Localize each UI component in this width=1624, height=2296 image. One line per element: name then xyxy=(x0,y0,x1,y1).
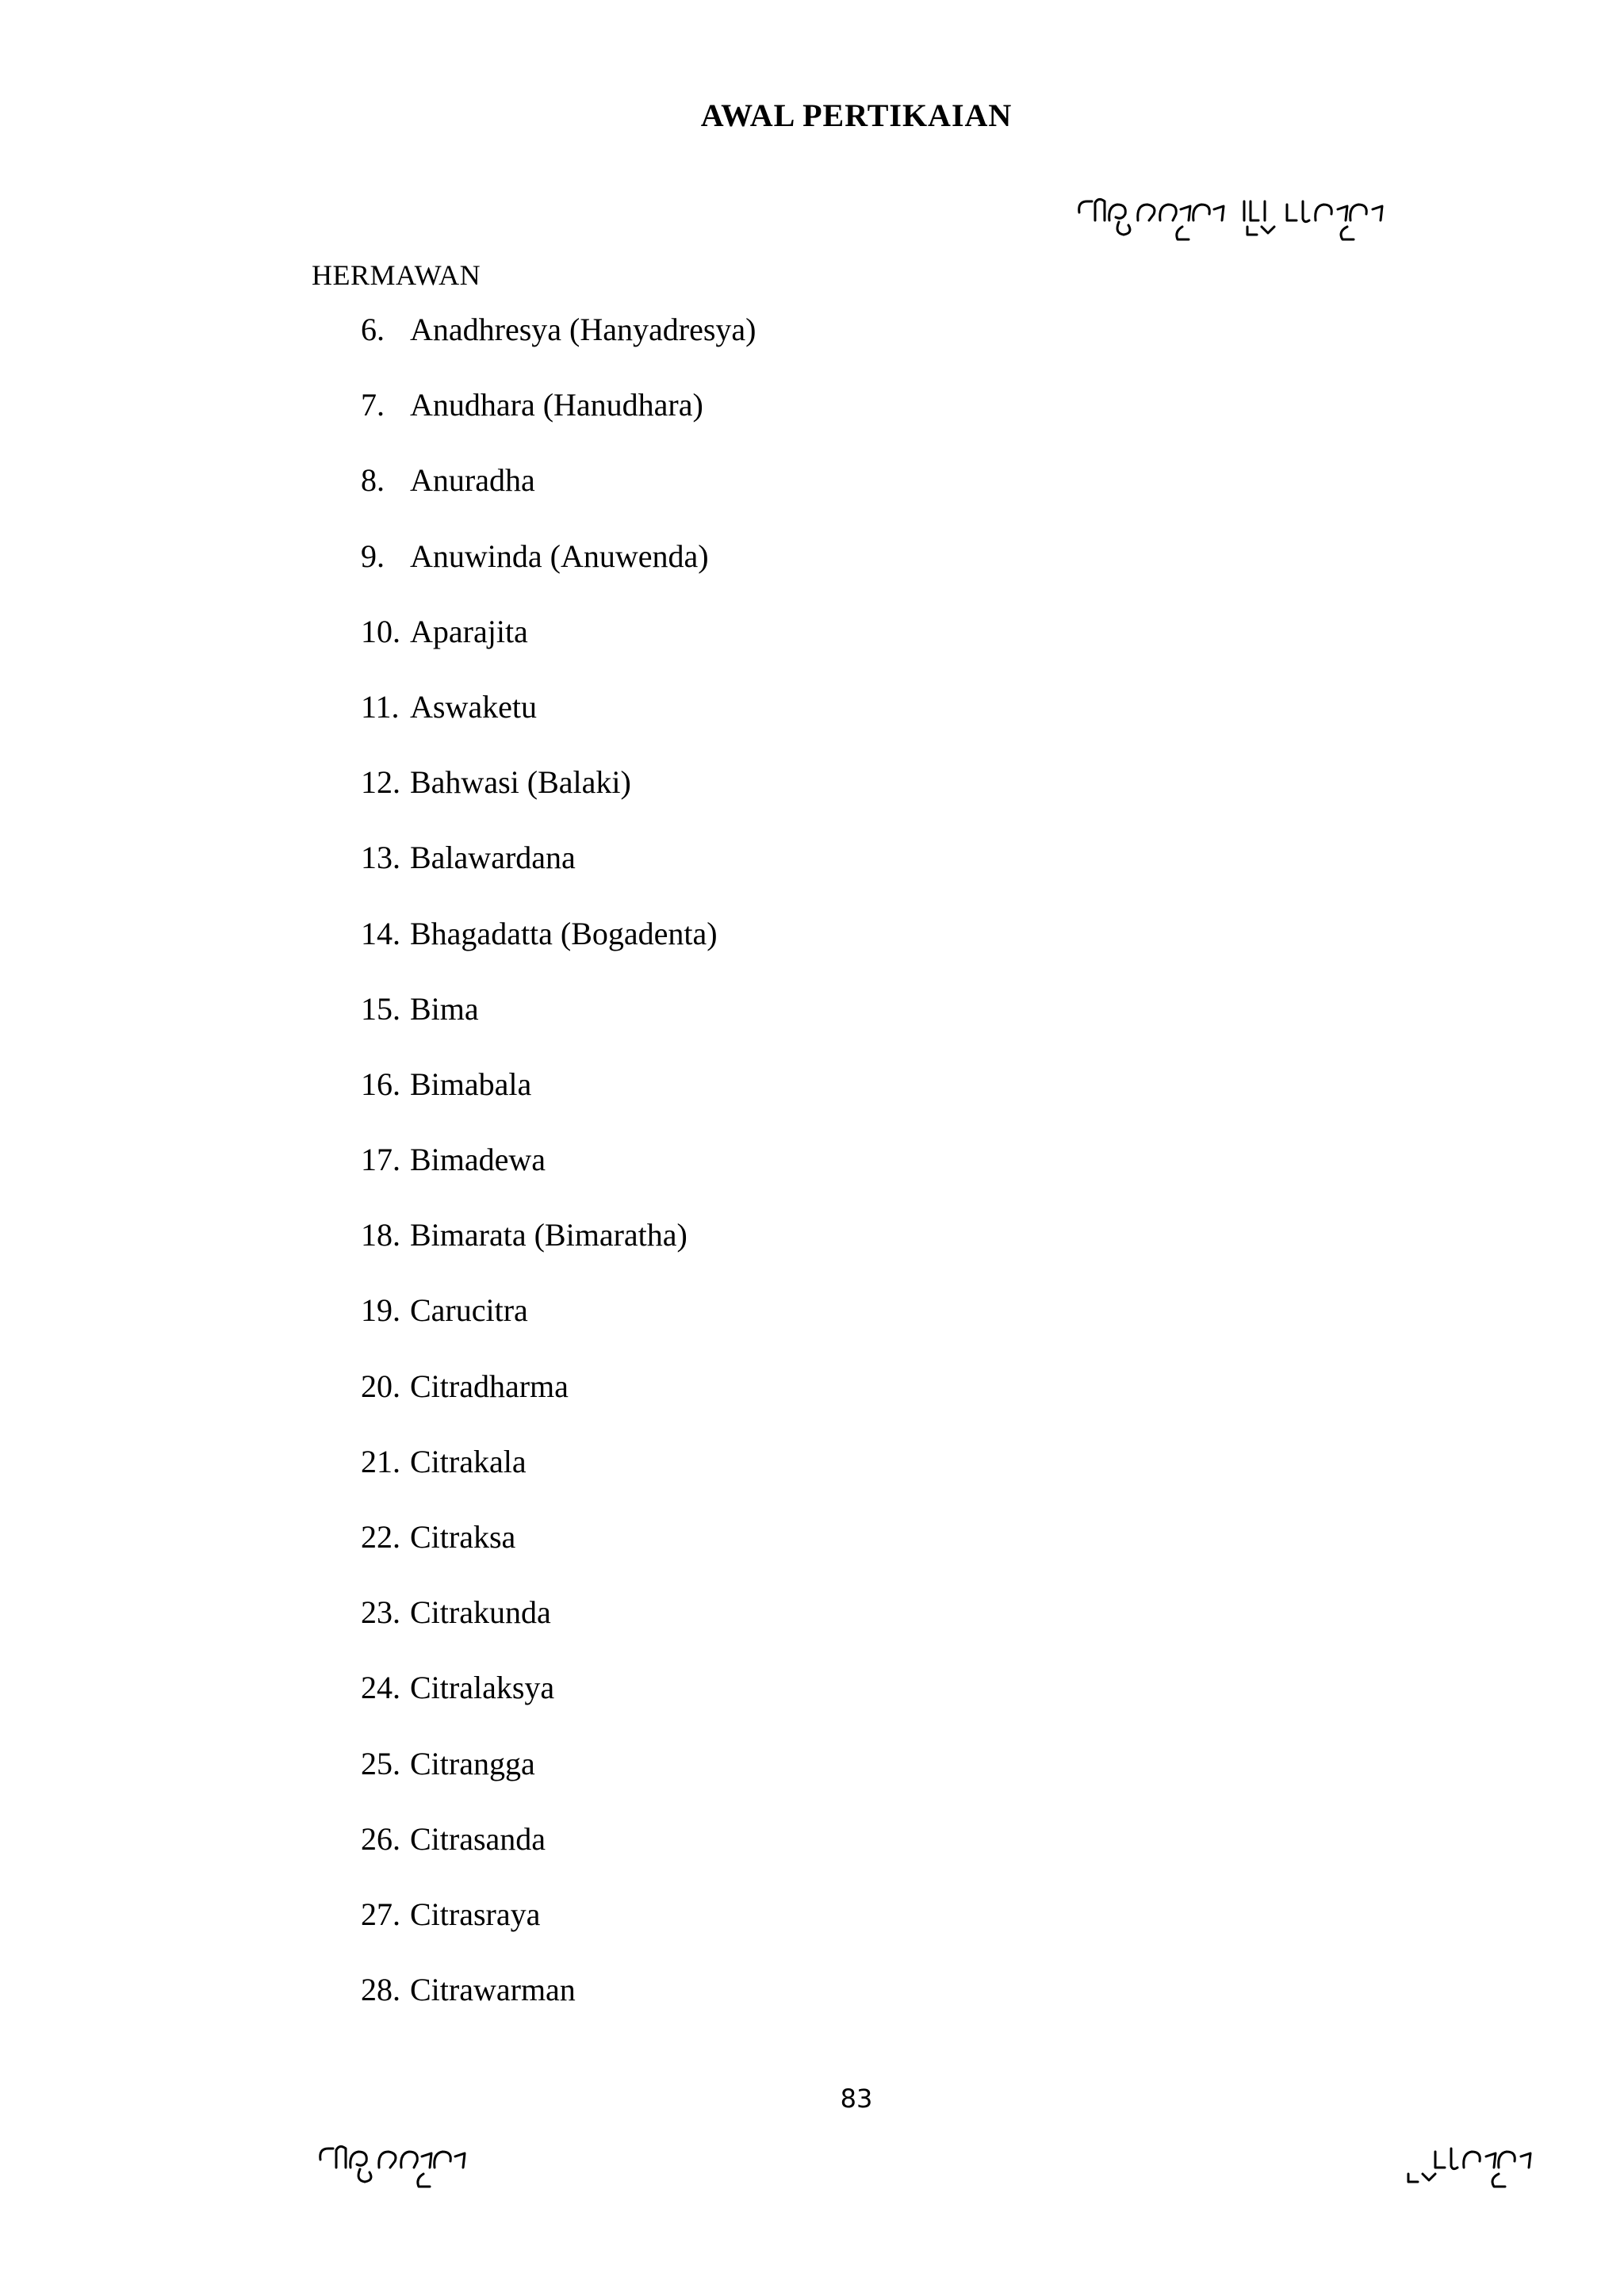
list-item-number: 22. xyxy=(361,1519,400,1555)
list-item xyxy=(361,533,756,608)
list-item xyxy=(361,1664,756,1739)
list-item-number: 17. xyxy=(361,1142,400,1178)
list-item xyxy=(361,457,756,532)
list-item-number: 9. xyxy=(361,538,385,574)
list-item-text: Bimadewa xyxy=(410,1142,546,1178)
list-item-number: 14. xyxy=(361,915,400,951)
list-item xyxy=(361,1438,756,1513)
list-item xyxy=(361,1966,756,2042)
list-item-number: 23. xyxy=(361,1594,400,1631)
list-item-text: Anadhresya (Hanyadresya) xyxy=(410,312,756,347)
list-item-number: 10. xyxy=(361,613,400,649)
list-item xyxy=(361,1287,756,1362)
javanese-script-header-icon xyxy=(1074,189,1408,246)
list-item-number: 15. xyxy=(361,990,400,1027)
list-item-number: 21. xyxy=(361,1443,400,1479)
list-item-text: Balawardana xyxy=(410,840,576,876)
list-item-number: 13. xyxy=(361,840,400,876)
list-item xyxy=(361,1211,756,1287)
list-item-text: Citradharma xyxy=(410,1368,569,1404)
author-name: HERMAWAN xyxy=(312,259,481,291)
list-item xyxy=(361,1589,756,1664)
list-item xyxy=(361,759,756,834)
list-item xyxy=(361,1891,756,1966)
list-item-number: 25. xyxy=(361,1745,400,1781)
list-item-number: 8. xyxy=(361,462,385,499)
list-item-text: Bahwasi (Balaki) xyxy=(410,764,631,801)
list-item xyxy=(361,910,756,985)
list-item-text: Bima xyxy=(410,990,479,1027)
javanese-script-footer-right-icon xyxy=(1404,2136,1554,2193)
list-item-number: 28. xyxy=(361,1972,400,2008)
list-item-text: Bimarata (Bimaratha) xyxy=(410,1217,688,1253)
list-item-number: 18. xyxy=(361,1217,400,1253)
list-item xyxy=(361,683,756,759)
list-item-text: Citrangga xyxy=(410,1745,535,1781)
list-item xyxy=(361,1136,756,1211)
list-item-text: Carucitra xyxy=(410,1292,528,1329)
list-item-text: Anuwinda (Anuwenda) xyxy=(410,538,709,574)
list-item xyxy=(361,608,756,683)
list-item-text: Citrasraya xyxy=(410,1896,541,1932)
list-item-text: Anudhara (Hanudhara) xyxy=(410,387,703,423)
list-item-text: Citrakunda xyxy=(410,1594,551,1631)
list-item xyxy=(361,985,756,1061)
name-list xyxy=(361,306,756,2042)
list-item-number: 20. xyxy=(361,1368,400,1404)
list-item-number: 11. xyxy=(361,688,400,725)
list-item-text: Citraksa xyxy=(410,1519,516,1555)
javanese-script-footer-left-icon xyxy=(316,2136,474,2193)
list-item-number: 19. xyxy=(361,1292,400,1329)
list-item-text: Bimabala xyxy=(410,1066,532,1102)
list-item-number: 6. xyxy=(361,312,385,347)
list-item-text: Anuradha xyxy=(410,462,535,499)
list-item xyxy=(361,1513,756,1589)
page-title: AWAL PERTIKAIAN xyxy=(700,98,1013,133)
list-item-number: 26. xyxy=(361,1820,400,1857)
page-number: 83 xyxy=(840,2084,873,2114)
list-item-text: Bhagadatta (Bogadenta) xyxy=(410,915,718,951)
list-item-text: Citrasanda xyxy=(410,1820,546,1857)
list-item xyxy=(361,381,756,457)
list-item-text: Aparajita xyxy=(410,613,528,649)
list-item-text: Aswaketu xyxy=(410,688,537,725)
list-item-text: Citralaksya xyxy=(410,1670,555,1706)
list-item-number: 12. xyxy=(361,764,400,801)
list-item xyxy=(361,1740,756,1816)
list-item-number: 27. xyxy=(361,1896,400,1932)
list-item-number: 16. xyxy=(361,1066,400,1102)
list-item xyxy=(361,1816,756,1891)
list-item xyxy=(361,834,756,909)
list-item-text: Citrakala xyxy=(410,1443,527,1479)
list-item-text: Citrawarman xyxy=(410,1972,576,2008)
list-item-number: 7. xyxy=(361,387,385,423)
list-item xyxy=(361,1061,756,1136)
list-item-number: 24. xyxy=(361,1670,400,1706)
list-item xyxy=(361,1363,756,1438)
list-item xyxy=(361,306,756,381)
